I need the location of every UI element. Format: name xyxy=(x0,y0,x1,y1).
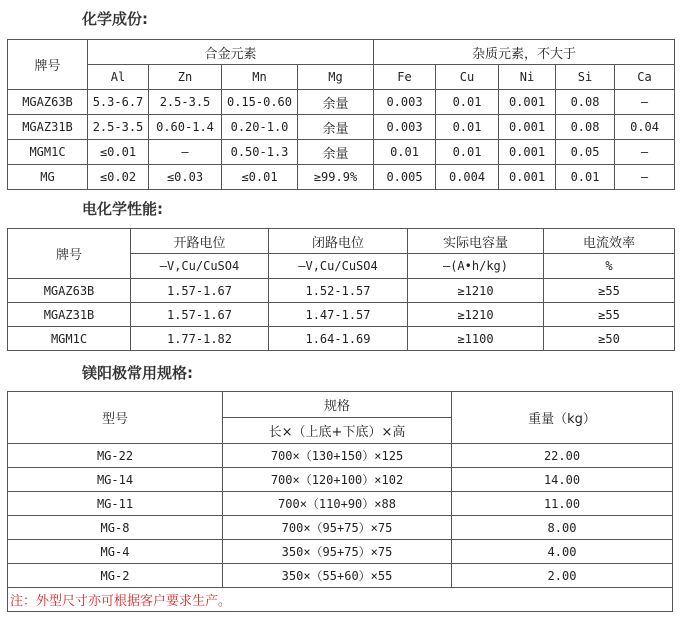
electrochemical-table xyxy=(7,228,675,351)
table-cell: 0.01 xyxy=(436,90,499,115)
element-header: Mn xyxy=(222,65,298,90)
table-cell: 0.001 xyxy=(499,165,556,190)
table-cell: MG-11 xyxy=(8,492,223,516)
table-cell: 350×（95+75）×75 xyxy=(223,540,452,564)
table-cell: 0.08 xyxy=(556,90,615,115)
table-cell: 0.001 xyxy=(499,140,556,165)
table-cell: 2.5-3.5 xyxy=(149,90,222,115)
element-header: Ni xyxy=(499,65,556,90)
specifications-table xyxy=(7,391,673,612)
element-header: Si xyxy=(556,65,615,90)
table-cell: 0.01 xyxy=(556,165,615,190)
table-row xyxy=(8,140,675,165)
column-header: 闭路电位 xyxy=(269,229,408,254)
table-cell: MGM1C xyxy=(8,140,88,165)
element-header: Fe xyxy=(374,65,436,90)
table-cell: 1.57-1.67 xyxy=(131,279,269,303)
table-cell: MGM1C xyxy=(8,327,131,351)
table-cell: 0.001 xyxy=(499,90,556,115)
unit-label: —V,Cu/CuSO4 xyxy=(269,254,408,279)
table-cell: 0.05 xyxy=(556,140,615,165)
element-header: Ca xyxy=(615,65,675,90)
table-cell: 0.04 xyxy=(615,115,675,140)
table-cell: 700×（110+90）×88 xyxy=(223,492,452,516)
unit-label: —(A•h/kg) xyxy=(408,254,544,279)
chemical-composition-heading: 化学成份: xyxy=(82,10,148,28)
table-cell: 0.08 xyxy=(556,115,615,140)
table-cell: 0.50-1.3 xyxy=(222,140,298,165)
weight-header: 重量（kg） xyxy=(452,392,673,444)
table-cell: ≥99.9% xyxy=(298,165,374,190)
table-row xyxy=(8,115,675,140)
table-cell: 0.60-1.4 xyxy=(149,115,222,140)
table-cell: 700×（95+75）×75 xyxy=(223,516,452,540)
table-cell: 8.00 xyxy=(452,516,673,540)
table-row xyxy=(8,444,673,468)
table-cell: 0.003 xyxy=(374,115,436,140)
table-cell: ≤0.02 xyxy=(88,165,149,190)
table-row xyxy=(8,540,673,564)
element-header: Al xyxy=(88,65,149,90)
table-cell: 0.004 xyxy=(436,165,499,190)
element-header: Mg xyxy=(298,65,374,90)
table-cell: 1.47-1.57 xyxy=(269,303,408,327)
table-cell: ≤0.01 xyxy=(222,165,298,190)
table-cell: 22.00 xyxy=(452,444,673,468)
table-cell: ≥55 xyxy=(544,279,675,303)
table-cell: ≥1210 xyxy=(408,303,544,327)
table-cell: MGAZ63B xyxy=(8,90,88,115)
table-cell: — xyxy=(615,90,675,115)
table-cell: MG-2 xyxy=(8,564,223,588)
table-cell: 余量 xyxy=(298,140,374,165)
column-header: 开路电位 xyxy=(131,229,269,254)
table-row xyxy=(8,90,675,115)
table-cell: MGAZ31B xyxy=(8,303,131,327)
table-cell: 2.5-3.5 xyxy=(88,115,149,140)
column-header: 电流效率 xyxy=(544,229,675,254)
unit-label: —V,Cu/CuSO4 xyxy=(131,254,269,279)
table-cell: 0.005 xyxy=(374,165,436,190)
table-cell: 1.52-1.57 xyxy=(269,279,408,303)
table-cell: ≤0.03 xyxy=(149,165,222,190)
table-cell: 0.003 xyxy=(374,90,436,115)
table-cell: 0.15-0.60 xyxy=(222,90,298,115)
spec-header: 规格 xyxy=(223,392,452,418)
table-row xyxy=(8,516,673,540)
table-cell: 1.57-1.67 xyxy=(131,303,269,327)
table-cell: 0.20-1.0 xyxy=(222,115,298,140)
specifications-heading: 镁阳极常用规格: xyxy=(82,364,193,382)
table-row xyxy=(8,564,673,588)
table-cell: — xyxy=(615,140,675,165)
table-cell: ≥50 xyxy=(544,327,675,351)
table-cell: 700×（130+150）×125 xyxy=(223,444,452,468)
element-header: Zn xyxy=(149,65,222,90)
table-cell: 1.77-1.82 xyxy=(131,327,269,351)
brand-header: 牌号 xyxy=(8,229,131,279)
table-cell: 余量 xyxy=(298,90,374,115)
table-row xyxy=(8,279,675,303)
table-cell: 0.01 xyxy=(436,140,499,165)
table-cell: 14.00 xyxy=(452,468,673,492)
table-cell: 700×（120+100）×102 xyxy=(223,468,452,492)
table-cell: ≥1100 xyxy=(408,327,544,351)
table-cell: MG-22 xyxy=(8,444,223,468)
spec-subheader: 长×（上底+下底）×高 xyxy=(223,418,452,444)
table-cell: ≥55 xyxy=(544,303,675,327)
electrochemical-heading: 电化学性能: xyxy=(82,200,163,218)
table-cell: 0.01 xyxy=(374,140,436,165)
table-cell: 0.001 xyxy=(499,115,556,140)
table-cell: MG-8 xyxy=(8,516,223,540)
column-header: 实际电容量 xyxy=(408,229,544,254)
table-cell: MG-4 xyxy=(8,540,223,564)
table-cell: 余量 xyxy=(298,115,374,140)
table-cell: ≤0.01 xyxy=(88,140,149,165)
model-header: 型号 xyxy=(8,392,223,444)
table-row xyxy=(8,468,673,492)
table-cell: MGAZ63B xyxy=(8,279,131,303)
table-row xyxy=(8,492,673,516)
element-header: Cu xyxy=(436,65,499,90)
table-cell: 11.00 xyxy=(452,492,673,516)
table-row xyxy=(8,327,675,351)
alloy-elements-header: 合金元素 xyxy=(88,40,374,65)
table-row xyxy=(8,165,675,190)
table-cell: 0.01 xyxy=(436,115,499,140)
table-cell: MG xyxy=(8,165,88,190)
table-cell: 350×（55+60）×55 xyxy=(223,564,452,588)
table-row xyxy=(8,303,675,327)
table-cell: — xyxy=(149,140,222,165)
brand-header: 牌号 xyxy=(8,40,88,90)
table-cell: 5.3-6.7 xyxy=(88,90,149,115)
table-cell: MG-14 xyxy=(8,468,223,492)
table-cell: MGAZ31B xyxy=(8,115,88,140)
chemical-composition-table xyxy=(7,39,675,190)
footnote: 注：外型尺寸亦可根据客户要求生产。 xyxy=(8,588,673,612)
table-cell: 1.64-1.69 xyxy=(269,327,408,351)
table-cell: 2.00 xyxy=(452,564,673,588)
impurity-elements-header: 杂质元素，不大于 xyxy=(374,40,675,65)
table-cell: ≥1210 xyxy=(408,279,544,303)
table-cell: 4.00 xyxy=(452,540,673,564)
table-cell: — xyxy=(615,165,675,190)
unit-label: % xyxy=(544,254,675,279)
